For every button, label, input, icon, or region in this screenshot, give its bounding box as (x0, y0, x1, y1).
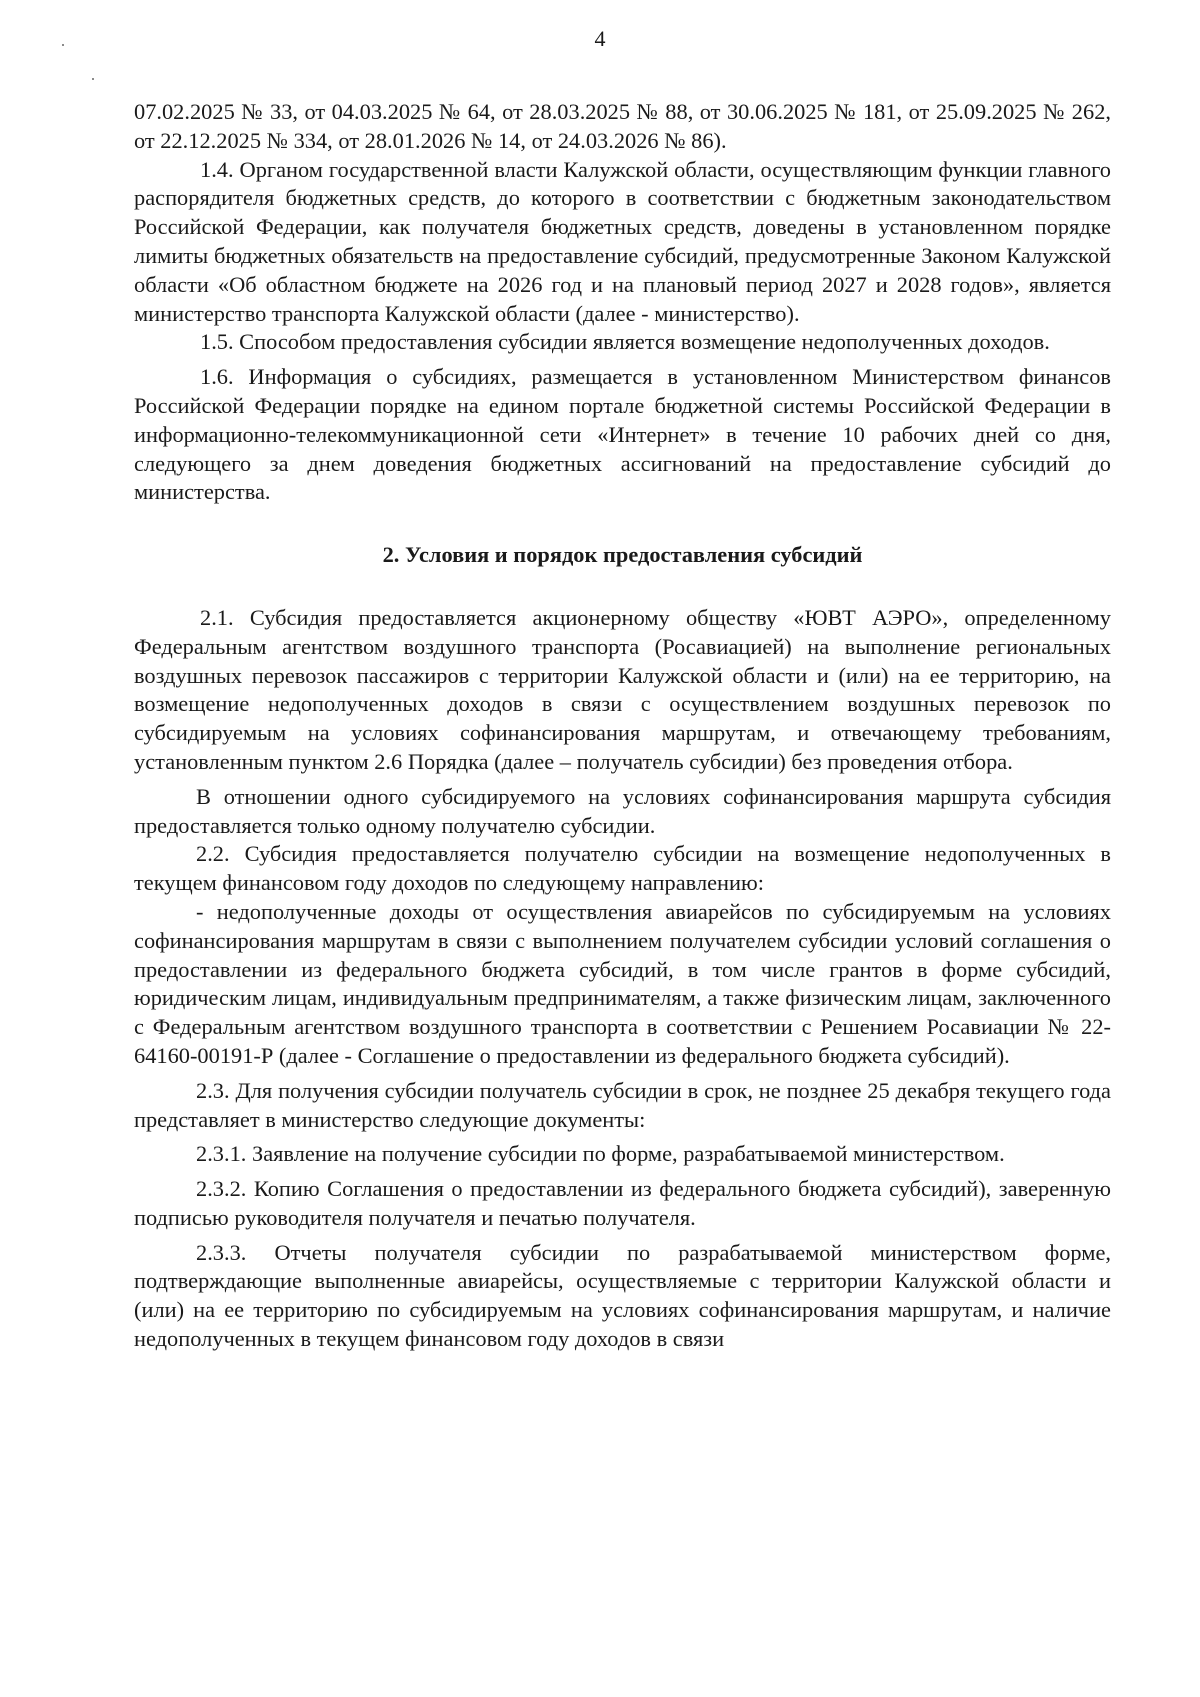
paragraph-2-3-3: 2.3.3. Отчеты получателя субсидии по разрабатываемой министерством форме, подтверждающие выполненные авиарейсы, осуществляемые с территории Калужской области и (или) на ее территорию по субсидируемым на условиях софинансирования маршрутам, и наличие недополученных в текущем финансовом году доходов в связи (134, 1239, 1111, 1352)
paragraph-1-5: 1.5. Способом предоставления субсидии является возмещение недополученных доходов. (200, 329, 1050, 355)
paragraph-continuation: 07.02.2025 № 33, от 04.03.2025 № 64, от 28.03.2025 № 88, от 30.06.2025 № 181, от 25.09.2025 № 262, от 22.12.2025 № 334, от 28.01.2026 № 14, от 24.03.2026 № 86). (134, 99, 1111, 153)
section-heading-2: 2. Условия и порядок предоставления субсидий (382, 542, 863, 568)
paragraph-2-1: 2.1. Субсидия предоставляется акционерному обществу «ЮВТ АЭРО», определенному Федеральным агентством воздушного транспорта (Росавиацией) на выполнение региональных воздушных перевозок пассажиров с территории Калужской области и (или) на ее территорию, на возмещение недополученных доходов в связи с осуществлением воздушных перевозок по субсидируемым на условиях софинансирования маршрутам, и отвечающему требованиям, установленным пунктом 2.6 Порядка (далее – получатель субсидии) без проведения отбора. (134, 604, 1111, 774)
paragraph-1-4: 1.4. Органом государственной власти Калужской области, осуществляющим функции главного распорядителя бюджетных средств, до которого в соответствии с бюджетным законодательством Российской Федерации, как получателя бюджетных средств, доведены в установленном порядке лимиты бюджетных обязательств на предоставление субсидий, предусмотренные Законом Калужской области «Об областном бюджете на 2026 год и на плановый период 2027 и 2028 годов», является министерство транспорта Калужской области (далее - министерство). (134, 156, 1111, 326)
paragraph-2-3-1: 2.3.1. Заявление на получение субсидии по форме, разрабатываемой министерством. (196, 1141, 1005, 1167)
scan-speck (92, 78, 94, 80)
paragraph-2-2: 2.2. Субсидия предоставляется получателю субсидии на возмещение недополученных в текущем финансовом году доходов по следующему направлению: (134, 841, 1111, 896)
paragraph-1-6: 1.6. Информация о субсидиях, размещается в установленном Министерством финансов Российской Федерации порядке на едином портале бюджетной системы Российской Федерации в информационно-телекоммуникационной сети «Интернет» в течение 10 рабочих дней со дня, следующего за днем доведения бюджетных ассигнований на предоставление субсидий до министерства. (134, 364, 1111, 505)
paragraph-2-1-note: В отношении одного субсидируемого на условиях софинансирования маршрута субсидия предоставляется только одному получателю субсидии. (134, 783, 1111, 838)
paragraph-2-3-2: 2.3.2. Копию Соглашения о предоставлении из федерального бюджета субсидий), заверенную подписью руководителя получателя и печатью получателя. (134, 1176, 1111, 1230)
page-number: 4 (594, 26, 606, 51)
paragraph-2-2-item: - недополученные доходы от осуществления авиарейсов по субсидируемым на условиях софинансирования маршрутам в связи с выполнением получателем субсидии условий соглашения о предоставлении из федерального бюджета субсидий, в том числе грантов в форме субсидий, юридическим лицам, индивидуальным предпринимателям, а также физическим лицам, заключенного с Федеральным агентством воздушного транспорта в соответствии с Решением Росавиации № 22-64160-00191-Р (далее - Соглашение о предоставлении из федерального бюджета субсидий). (134, 898, 1111, 1068)
paragraph-2-3: 2.3. Для получения субсидии получатель субсидии в срок, не позднее 25 декабря текущего года представляет в министерство следующие документы: (134, 1077, 1111, 1132)
document-body (134, 98, 1111, 1354)
